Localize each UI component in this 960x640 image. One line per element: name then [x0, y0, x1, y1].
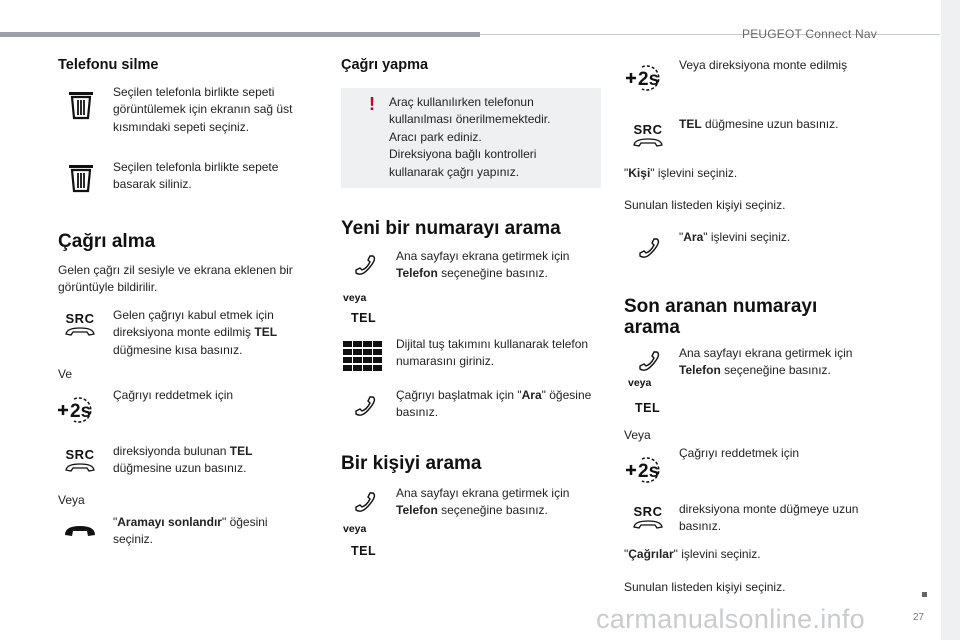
src-tel-button-icon: SRC [628, 122, 668, 151]
tel-label: TEL [351, 311, 377, 325]
son-aranan-sunulan-text: Sunulan listeden kişiyi seçiniz. [624, 580, 786, 594]
src-tel-button-icon: SRC [60, 447, 100, 476]
telefonu-silme-text-2: Seçilen telefonla birlikte sepete basarak siliniz. [113, 160, 279, 192]
cagri-alma-src-text: Gelen çağrıyı kabul etmek için direksiyona monte edilmiş TEL düğmesine kısa basınız. [113, 308, 278, 357]
phone-icon [352, 394, 378, 420]
phone-icon [636, 236, 662, 262]
kisi-arama-text-1: Ana sayfayı ekrana getirmek için Telefon seçeneğine basınız. [396, 486, 570, 518]
src-tel-button-icon: SRC [60, 311, 100, 340]
yeni-numara-text-1: Ana sayfayı ekrana getirmek için Telefon seçeneğine basınız. [396, 249, 570, 281]
svg-text:2s: 2s [70, 401, 92, 422]
page-marker [922, 592, 927, 597]
veya-small-label: veya [628, 377, 652, 389]
keypad-icon [343, 341, 383, 371]
phone-icon [352, 253, 378, 279]
son-aranan-text-1: Ana sayfayı ekrana getirmek için Telefon seçeneğine basınız. [679, 346, 853, 378]
heading-yeni-numara: Yeni bir numarayı arama [341, 218, 561, 239]
son-aranan-cagrilar-text: "Çağrılar" işlevini seçiniz. [624, 547, 761, 561]
src-tel-button-icon: SRC [628, 504, 668, 533]
page-number: 27 [913, 612, 925, 623]
phone-icon [636, 349, 662, 375]
cagri-alma-intro: Gelen çağrı zil sesiyle ve ekrana eklenen bir görüntüyle bildirilir. [58, 263, 293, 295]
svg-text:2s: 2s [638, 461, 660, 482]
hang-up-icon [63, 524, 97, 538]
top-rule [0, 32, 480, 37]
son-aranan-dir-text: direksiyona monte düğmeye uzun basınız. [679, 502, 859, 534]
hold-2s-icon [624, 455, 668, 485]
cagri-alma-reject-text: Çağrıyı reddetmek için [113, 388, 234, 402]
cagri-alma-end-text: "Aramayı sonlandır" öğesini seçiniz. [113, 515, 268, 547]
right-ara-text: "Ara" işlevini seçiniz. [679, 230, 791, 244]
tel-label: TEL [351, 544, 377, 558]
telefonu-silme-text-1: Seçilen telefonla birlikte sepeti görüntülemek için ekranın sağ üst kısmındaki sepeti seçiniz. [113, 85, 293, 134]
watermark: carmanualsonline.info [596, 604, 865, 634]
heading-cagri-yapma: Çağrı yapma [341, 57, 429, 73]
page-header-title: PEUGEOT Connect Nav [742, 27, 877, 41]
warning-text: Araç kullanılırken telefonun kullanılması önerilmemektedir. Aracı park ediniz. Direksiyona bağlı kontrolleri kullanarak çağrı yapınız. [389, 95, 551, 179]
heading-cagri-alma: Çağrı alma [58, 231, 156, 252]
tel-label: TEL [635, 401, 661, 415]
right-direksiyon-text: Veya direksiyona monte edilmiş [679, 58, 848, 72]
veya-label: Veya [58, 493, 85, 507]
warning-box [341, 88, 601, 188]
trash-icon [68, 163, 94, 193]
right-tel-text: TEL düğmesine uzun basınız. [679, 117, 839, 131]
right-sidebar-strip [941, 0, 960, 640]
phone-icon [352, 490, 378, 516]
hold-2s-icon [56, 395, 100, 425]
veya-small-label: veya [343, 523, 367, 535]
veya-small-label: veya [343, 292, 367, 304]
right-kisi-text: "Kişi" işlevini seçiniz. [624, 166, 738, 180]
heading-kisi-arama: Bir kişiyi arama [341, 453, 482, 474]
heading-son-aranan: Son aranan numarayı arama [624, 296, 818, 338]
son-aranan-reject-text: Çağrıyı reddetmek için [679, 446, 800, 460]
svg-text:2s: 2s [638, 69, 660, 90]
warning-icon: ! [369, 94, 375, 114]
yeni-numara-text-3: Çağrıyı başlatmak için "Ara" öğesine basınız. [396, 388, 592, 420]
ve-label: Ve [58, 367, 73, 381]
hold-2s-icon [624, 63, 668, 93]
heading-telefonu-silme: Telefonu silme [58, 57, 159, 73]
veya-label: Veya [624, 428, 651, 442]
trash-icon [68, 90, 94, 120]
yeni-numara-text-2: Dijital tuş takımını kullanarak telefon numarasını giriniz. [396, 337, 589, 369]
right-sunulan-text-1: Sunulan listeden kişiyi seçiniz. [624, 198, 786, 212]
cagri-alma-tel-text: direksiyonda bulunan TEL düğmesine uzun basınız. [113, 444, 253, 476]
